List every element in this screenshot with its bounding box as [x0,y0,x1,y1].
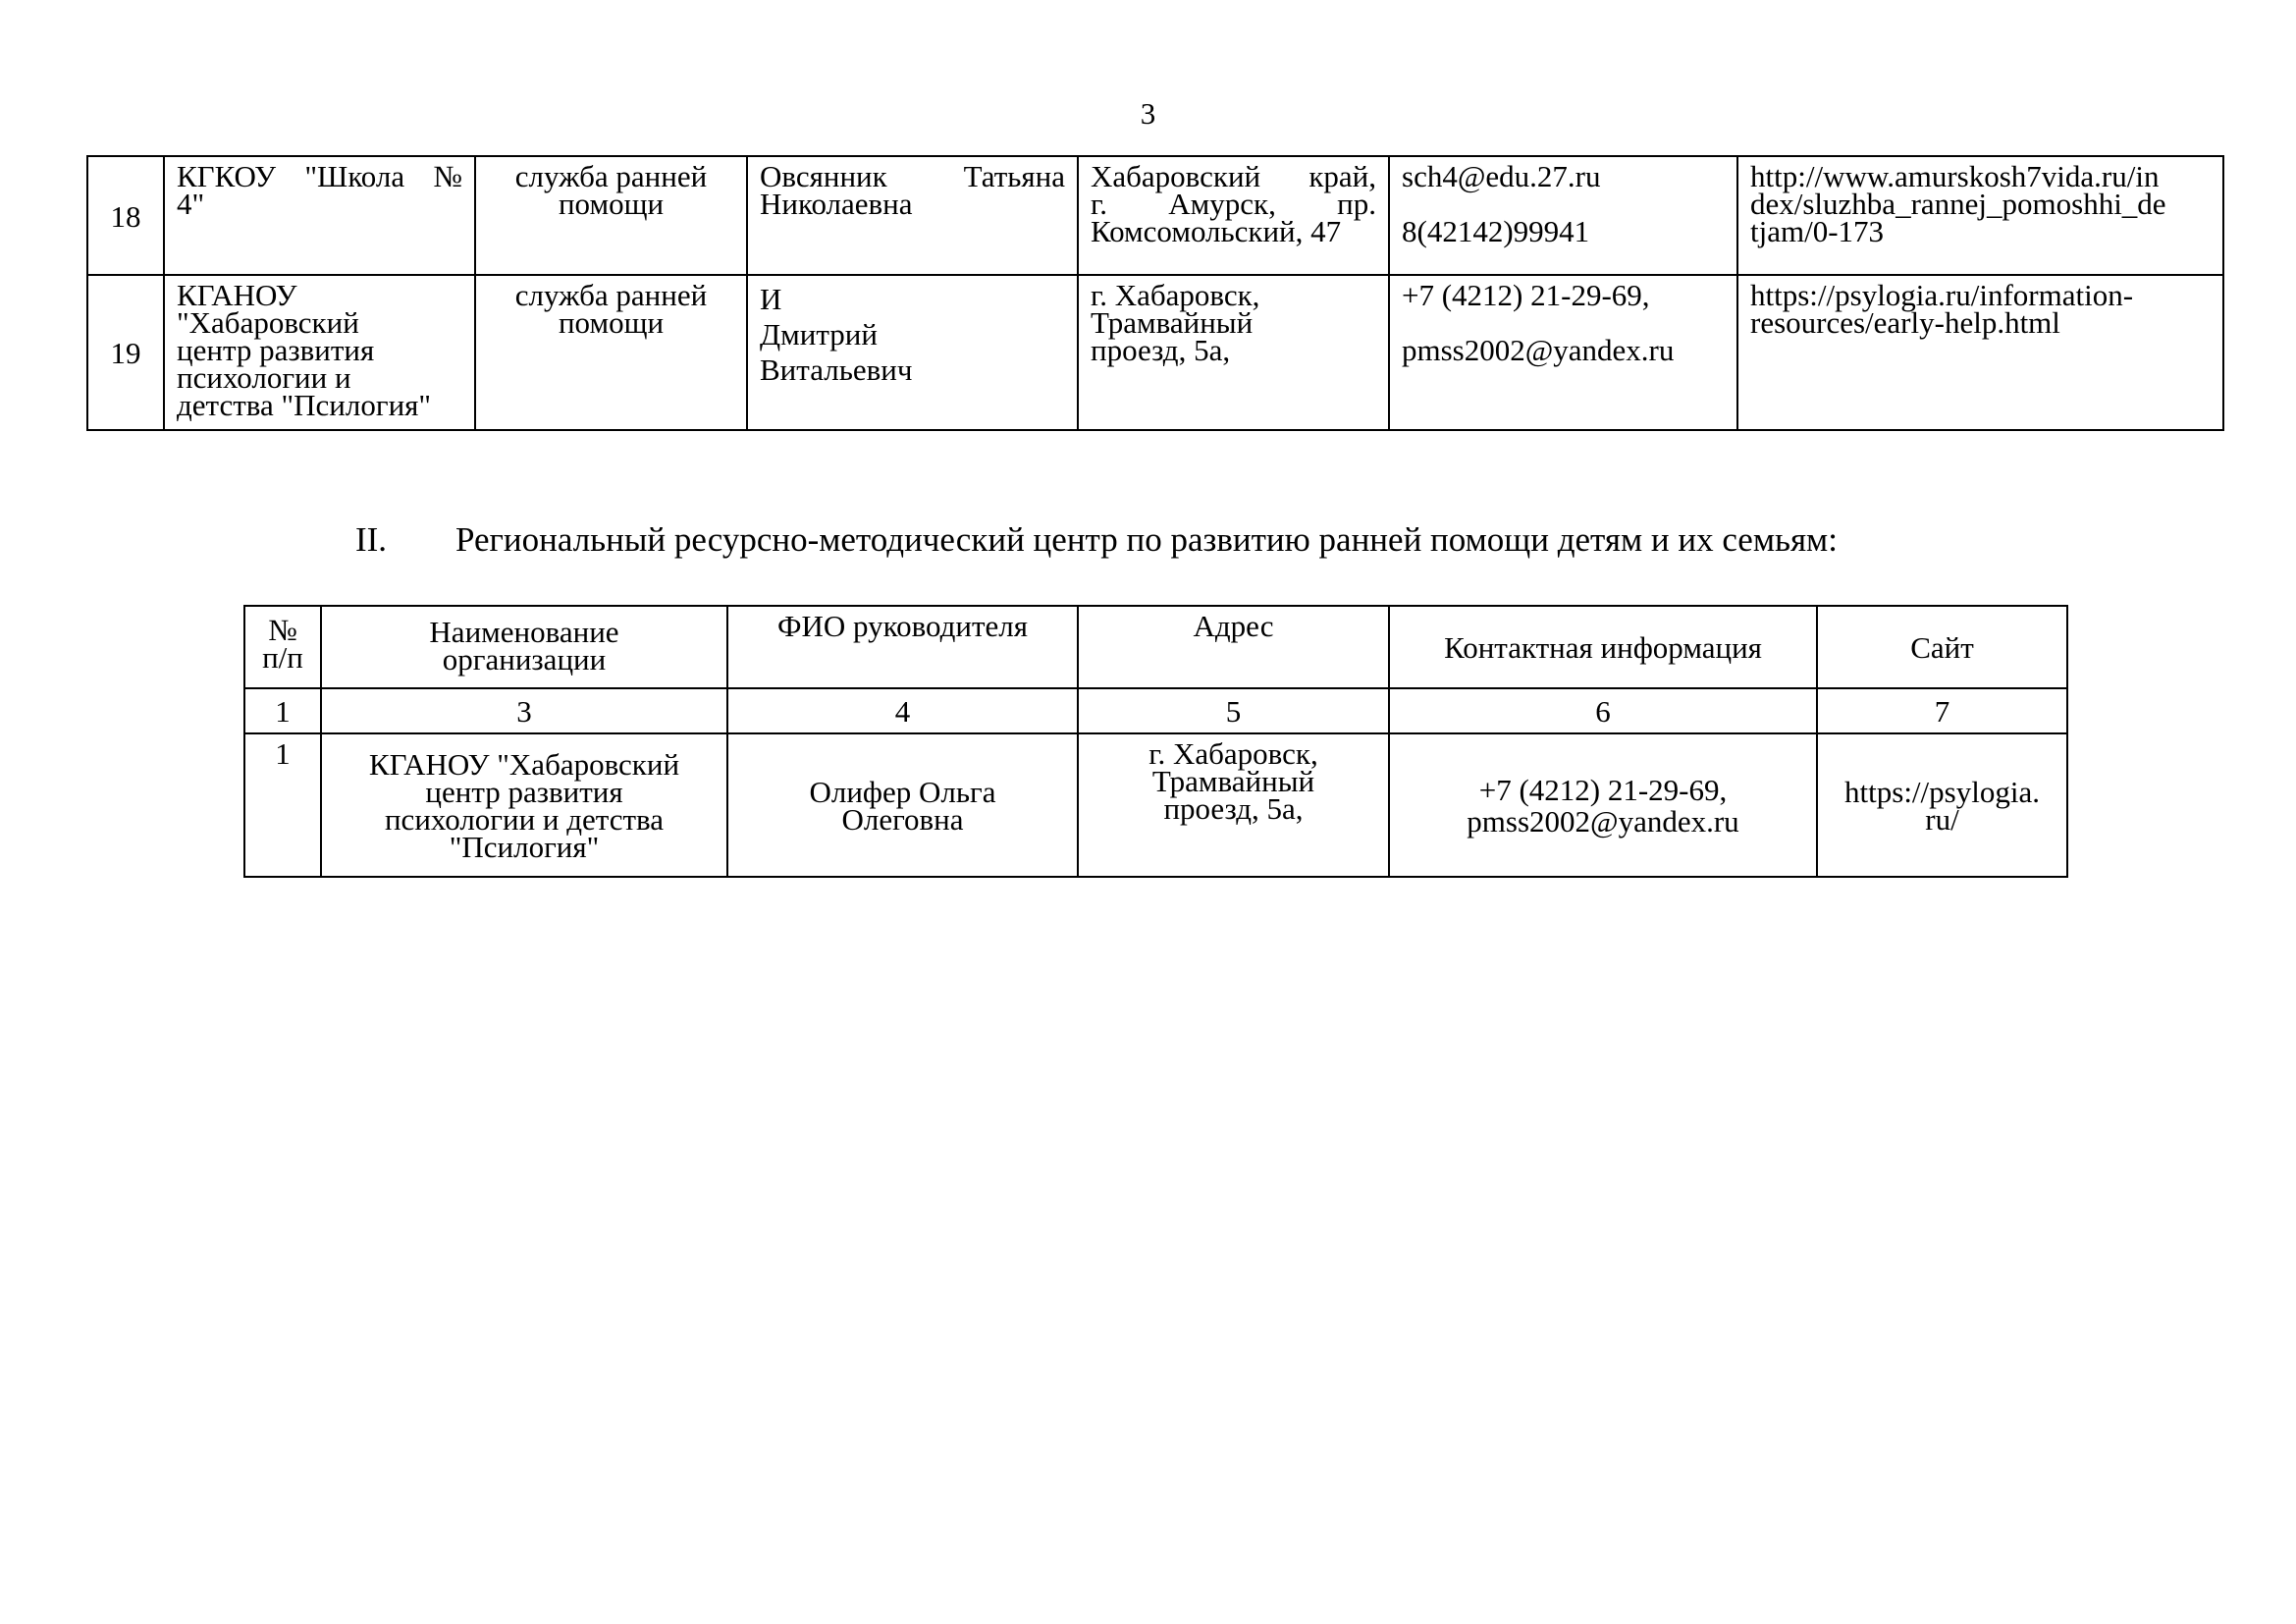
header-site: Сайт [1817,606,2067,688]
organization-cell: КГАНОУ "Хабаровский центр развития психологии и детства "Псилогия" [164,275,475,430]
table-row [244,733,2067,877]
contact-cell [1389,156,1737,275]
services-table [86,155,2224,431]
header-head: ФИО руководителя [727,606,1078,688]
index-row: 1 3 4 5 6 7 [244,688,2067,733]
header-number: № п/п [244,606,321,688]
site-cell: https://psylogia. ru/ [1817,733,2067,877]
phone-text: 8(42142)99941 [1402,214,1590,248]
service-cell: служба ранней помощи [475,275,747,430]
phone-text: +7 (4212) 21-29-69, [1478,773,1728,807]
email-text: sch4@edu.27.ru [1402,159,1601,193]
organization-cell: КГКОУ "Школа № 4" [164,156,475,275]
phone-text: +7 (4212) 21-29-69, [1402,278,1650,312]
site-link[interactable]: http://www.amurskosh7vida.ru/in [1750,159,2160,193]
email-text: pmss2002@yandex.ru [1402,333,1675,367]
resource-center-table [243,605,2068,878]
site-cell: https://psylogia.ru/information- resources/early-help.html [1737,275,2223,430]
row-number: 1 [244,733,321,877]
address-cell: г. Хабаровск, Трамвайный проезд, 5а, [1078,275,1389,430]
contact-cell [1389,733,1817,877]
contact-cell [1389,275,1737,430]
section-title: Региональный ресурсно-методический центр по развитию ранней помощи детям и их семьям: [455,520,1838,559]
service-cell: служба ранней помощи [475,156,747,275]
organization-cell: КГАНОУ "Хабаровский центр развития психологии и детства "Псилогия" [321,733,727,877]
address-cell: Хабаровский край, г. Амурск, пр. Комсомольский, 47 [1078,156,1389,275]
head-cell: Овсянник Татьяна Николаевна [747,156,1078,275]
email-text: pmss2002@yandex.ru [1467,804,1739,839]
table-row [87,156,2223,275]
row-number: 18 [87,156,164,275]
row-number: 19 [87,275,164,430]
header-row [244,606,2067,688]
header-address: Адрес [1078,606,1389,688]
site-link[interactable]: https://psylogia.ru/information- [1750,278,2134,312]
section-heading [355,520,1838,560]
head-cell: И Дмитрий Витальевич [747,275,1078,430]
table-row [87,275,2223,430]
page-number: 3 [1140,96,1156,131]
header-contact: Контактная информация [1389,606,1817,688]
header-organization: Наименование организации [321,606,727,688]
section-number: II. [355,520,388,559]
site-cell: http://www.amurskosh7vida.ru/in dex/sluzhba_rannej_pomoshhi_de tjam/0-173 [1737,156,2223,275]
address-cell: г. Хабаровск, Трамвайный проезд, 5а, [1078,733,1389,877]
head-cell: Олифер Ольга Олеговна [727,733,1078,877]
site-link[interactable]: https://psylogia. [1844,775,2040,809]
